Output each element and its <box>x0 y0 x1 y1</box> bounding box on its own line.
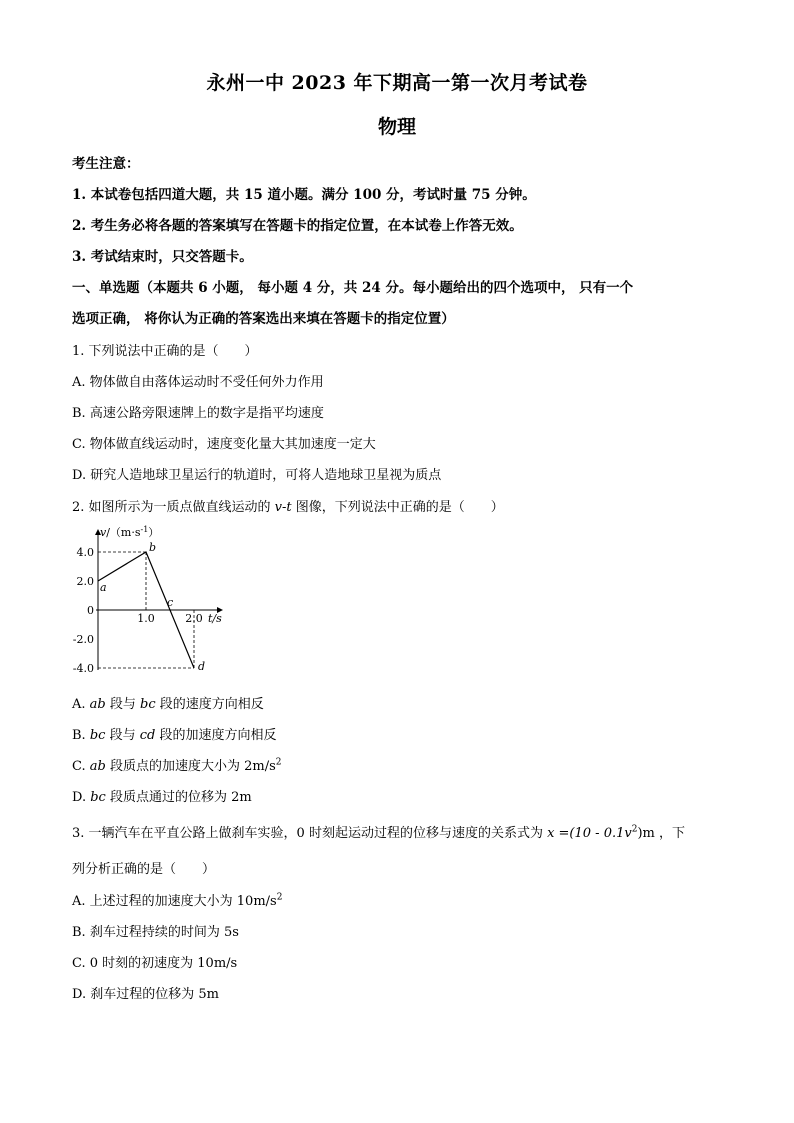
q3-option-d: D. 刹车过程的位移为 5m <box>72 987 219 1002</box>
subject-title: 物理 <box>377 116 416 138</box>
q2-stem-text: 2. 如图所示为一质点做直线运动的 <box>72 500 275 515</box>
y-tick-label: 0 <box>87 604 94 617</box>
q3-stem-cont: 列分析正确的是（ ） <box>72 862 216 877</box>
q3-stem: 3. 一辆汽车在平直公路上做刹车实验，0 时刻起运动过程的位移与速度的关系式为 $x =(10 - 0.1v^2)m$ ，下 <box>72 824 686 841</box>
point-label-d: d <box>198 660 206 673</box>
q2-stem-text-end: 图像，下列说法中正确的是（ ） <box>291 500 504 515</box>
section1-heading: 一、单选题（本题共 6 小题， 每小题 4 分，共 24 分。每小题给出的四个选项中， 只有一个 <box>72 280 634 296</box>
y-tick-label: 2.0 <box>76 575 94 588</box>
q2-option-b: B. bc 段与 cd 段的加速度方向相反 <box>72 728 277 743</box>
exam-title: 永州一中 2023 年下期高一第一次月考试卷 <box>206 72 588 94</box>
q3-option-a: A. 上述过程的加速度大小为 $10m/s^2$ <box>72 892 283 909</box>
q2-option-d: D. bc 段质点通过的位移为 2m <box>72 790 252 805</box>
y-tick-label: -2.0 <box>72 633 94 646</box>
x-axis-label: t/s <box>208 612 222 625</box>
y-tick-label: 4.0 <box>76 546 94 559</box>
notice-item-3: 3. 考试结束时，只交答题卡。 <box>72 249 253 265</box>
x-tick-label: 2.0 <box>185 612 203 625</box>
q2-stem-var: v-t <box>274 500 292 515</box>
y-axis-label: $v/(m\cdot s^{-1})$ <box>100 525 160 539</box>
q2-stem <box>72 496 504 515</box>
q1-option-c: C. 物体做直线运动时，速度变化量大其加速度一定大 <box>72 437 376 452</box>
vt-graph <box>72 522 242 682</box>
notice-item-1: 1. 本试卷包括四道大题，共 15 道小题。满分 100 分，考试时量 75 分钟。 <box>72 187 536 203</box>
notice-heading: 考生注意： <box>72 156 140 172</box>
q1-stem: 1. 下列说法中正确的是（ ） <box>72 344 258 359</box>
q2-option-c: C. ab 段质点的加速度大小为 $2m/s^2$ <box>72 757 282 774</box>
point-label-b: b <box>149 541 157 554</box>
q1-option-a: A. 物体做自由落体运动时不受任何外力作用 <box>72 375 324 390</box>
y-tick-label: -4.0 <box>72 662 94 675</box>
notice-item-2: 2. 考生务必将各题的答案填写在答题卡的指定位置，在本试卷上作答无效。 <box>72 218 523 234</box>
x-tick-label: 1.0 <box>137 612 155 625</box>
q1-option-d: D. 研究人造地球卫星运行的轨道时，可将人造地球卫星视为质点 <box>72 468 442 483</box>
q1-option-b: B. 高速公路旁限速牌上的数字是指平均速度 <box>72 406 324 421</box>
section1-heading-cont: 选项正确， 将你认为正确的答案选出来填在答题卡的指定位置） <box>72 311 455 327</box>
q2-option-a: A. ab 段与 bc 段的速度方向相反 <box>72 697 264 712</box>
q3-option-b: B. 刹车过程持续的时间为 5s <box>72 925 239 940</box>
point-label-a: a <box>100 581 107 594</box>
point-label-c: c <box>167 596 174 609</box>
q3-option-c: C. 0 时刻的初速度为 10m/s <box>72 956 238 971</box>
